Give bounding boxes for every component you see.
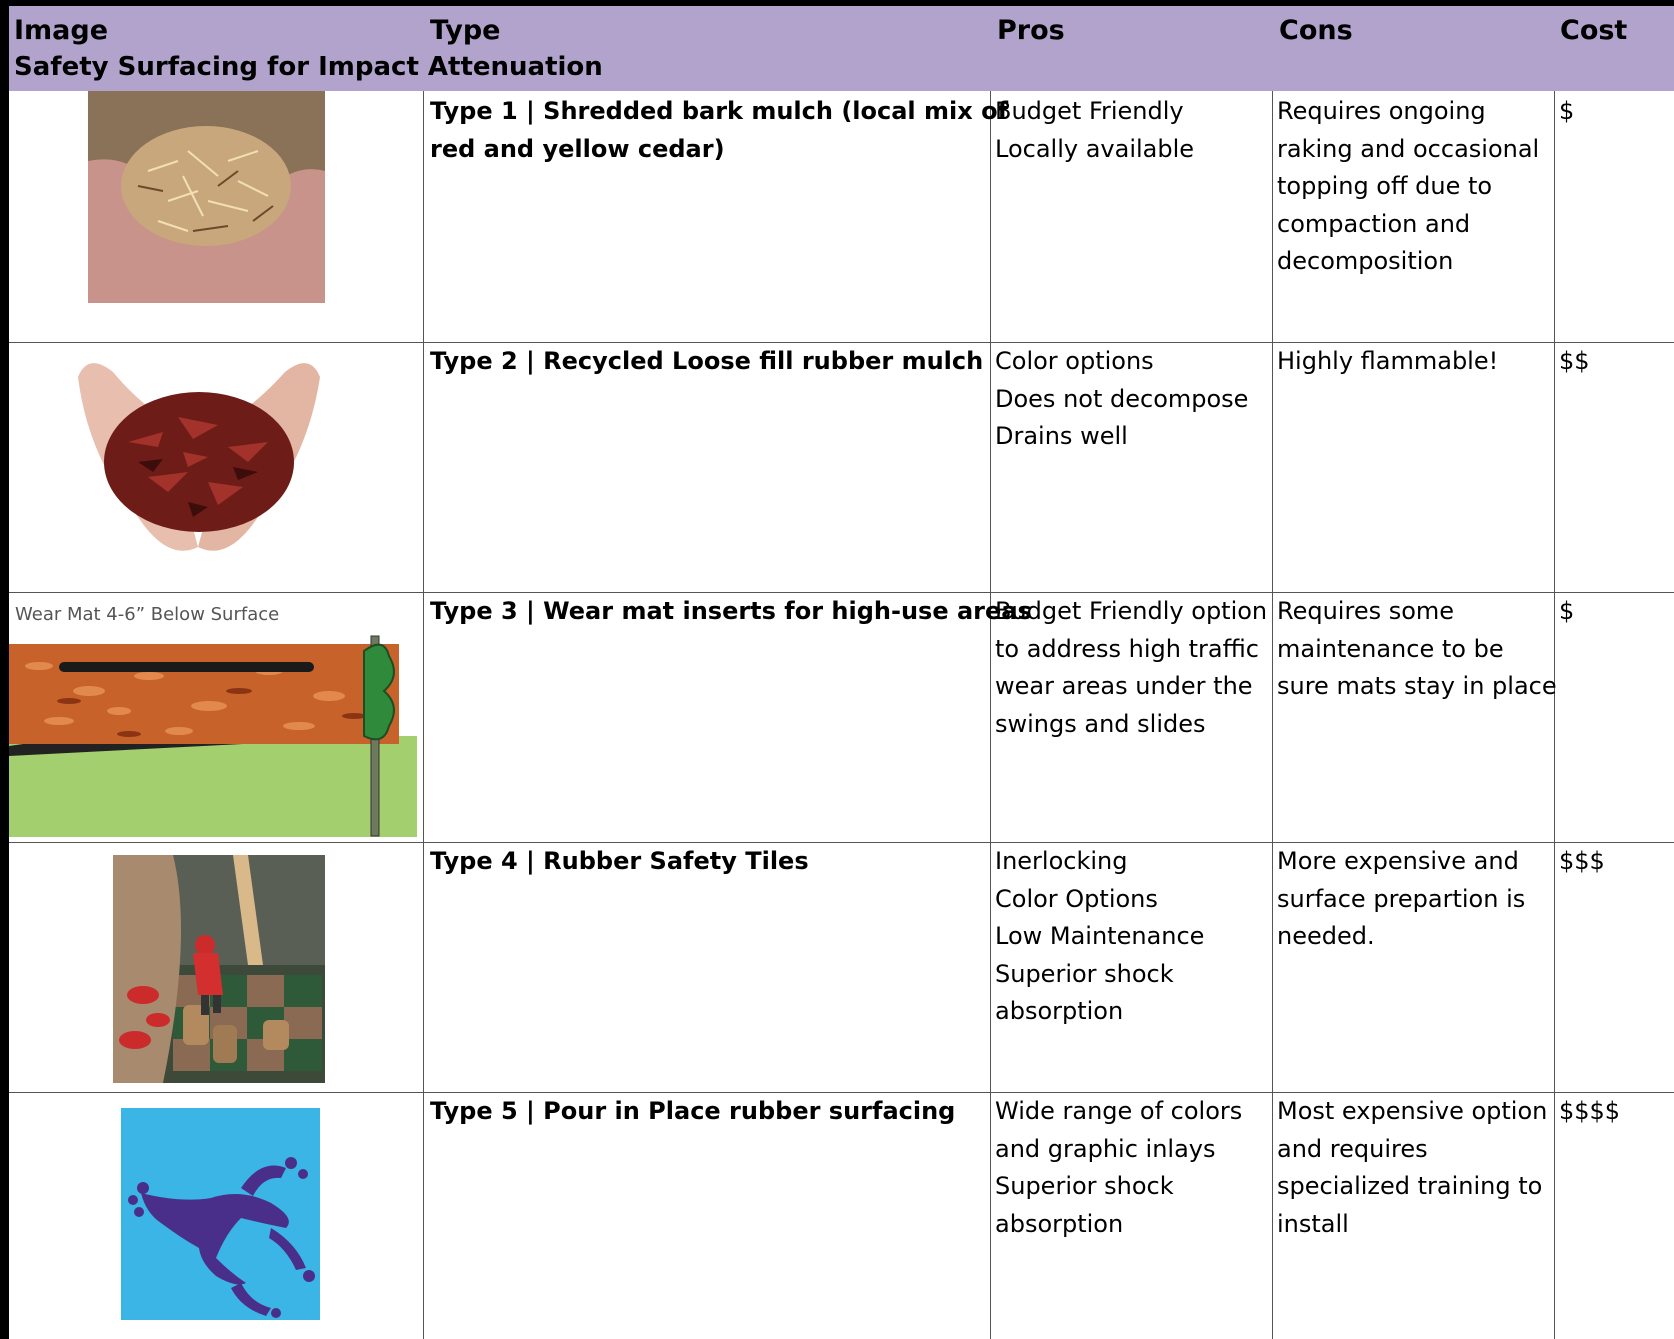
pros-cell-1: [995, 93, 1194, 168]
type-line: Type 3 | Wear mat inserts for high-use areas: [430, 597, 1032, 625]
bark-mulch-photo-icon: [88, 91, 325, 303]
type-cell-4: [430, 843, 809, 881]
cons-line: More expensive and: [1277, 847, 1519, 875]
cons-line: raking and occasional: [1277, 134, 1540, 163]
pros-line: wear areas under the: [995, 672, 1253, 700]
pros-line: to address high traffic: [995, 634, 1259, 663]
rubber-tiles-photo-icon: [113, 855, 325, 1083]
pros-line: Wide range of colors: [995, 1097, 1243, 1125]
pour-in-place-photo-icon: [121, 1108, 320, 1320]
cons-cell-3: [1277, 593, 1557, 706]
column-divider: [1554, 91, 1555, 1339]
cons-line: sure mats stay in place: [1277, 672, 1557, 700]
pros-line: Color options: [995, 347, 1154, 375]
type-line: red and yellow cedar): [430, 134, 725, 163]
pour-in-place-image: [121, 1108, 320, 1320]
pros-line: absorption: [995, 1209, 1124, 1238]
pros-cell-4: [995, 843, 1204, 1031]
cost-cell-3: $: [1559, 597, 1575, 625]
pros-cell-3: [995, 593, 1267, 743]
cons-line: compaction and: [1277, 209, 1471, 238]
rubber-mulch-image: [68, 347, 330, 579]
cons-line: Most expensive option: [1277, 1097, 1548, 1125]
column-divider: [990, 91, 991, 1339]
type-line: Type 2 | Recycled Loose fill rubber mulch: [430, 347, 984, 375]
pros-line: Color Options: [995, 884, 1158, 913]
cons-cell-1: [1277, 93, 1539, 281]
cost-cell-4: $$$: [1559, 847, 1605, 875]
wear-mat-caption: Wear Mat 4-6” Below Surface: [15, 604, 280, 625]
type-cell-2: [430, 343, 983, 381]
pros-line: Superior shock: [995, 959, 1174, 988]
pros-line: Low Maintenance: [995, 922, 1205, 950]
type-cell-5: [430, 1093, 955, 1131]
column-divider: [423, 91, 424, 1339]
rubber-mulch-photo-icon: [68, 347, 330, 579]
pros-cell-5: [995, 1093, 1242, 1243]
type-line: Type 5 | Pour in Place rubber surfacing: [430, 1097, 956, 1125]
column-divider: [1272, 91, 1273, 1339]
cost-cell-1: $: [1559, 97, 1575, 125]
pros-line: and graphic inlays: [995, 1134, 1216, 1163]
header-type: Type: [430, 15, 501, 46]
type-line: Type 1 | Shredded bark mulch (local mix of: [430, 97, 1009, 125]
wear-mat-image: [9, 596, 417, 837]
cons-line: decomposition: [1277, 247, 1454, 275]
pros-cell-2: [995, 343, 1248, 456]
pros-line: Budget Friendly option: [995, 597, 1268, 625]
cons-line: install: [1277, 1209, 1349, 1238]
cons-line: maintenance to be: [1277, 634, 1504, 663]
pros-line: Locally available: [995, 134, 1195, 163]
header-cost: Cost: [1560, 15, 1628, 46]
cost-cell-5: $$$$: [1559, 1097, 1621, 1125]
cons-line: Requires ongoing: [1277, 97, 1486, 125]
cost-cell-2: $$: [1559, 347, 1590, 375]
pros-line: Does not decompose: [995, 384, 1249, 413]
cons-cell-2: [1277, 343, 1498, 381]
pros-line: Budget Friendly: [995, 97, 1184, 125]
pros-line: swings and slides: [995, 709, 1206, 738]
header-image: Image: [14, 15, 109, 46]
table-left-border: [0, 0, 9, 1339]
cons-cell-5: [1277, 1093, 1547, 1243]
pros-line: absorption: [995, 997, 1124, 1025]
cons-cell-4: [1277, 843, 1525, 956]
header-pros: Pros: [997, 15, 1065, 46]
cons-line: specialized training to: [1277, 1172, 1543, 1200]
bark-mulch-image: [88, 91, 325, 303]
cons-line: topping off due to: [1277, 172, 1493, 200]
pros-line: Drains well: [995, 422, 1128, 450]
type-cell-1: [430, 93, 1008, 168]
rubber-tiles-image: [113, 855, 325, 1083]
section-title: Safety Surfacing for Impact Attenuation: [14, 52, 603, 82]
cons-line: and requires: [1277, 1134, 1428, 1163]
wear-mat-diagram-icon: [9, 596, 417, 837]
pros-line: Superior shock: [995, 1172, 1174, 1200]
cons-line: Highly flammable!: [1277, 347, 1499, 375]
pros-line: Inerlocking: [995, 847, 1128, 875]
header-cons: Cons: [1279, 15, 1353, 46]
type-line: Type 4 | Rubber Safety Tiles: [430, 847, 809, 875]
cons-line: surface prepartion is: [1277, 884, 1526, 913]
type-cell-3: [430, 593, 1032, 631]
cons-line: Requires some: [1277, 597, 1455, 625]
cons-line: needed.: [1277, 922, 1375, 950]
